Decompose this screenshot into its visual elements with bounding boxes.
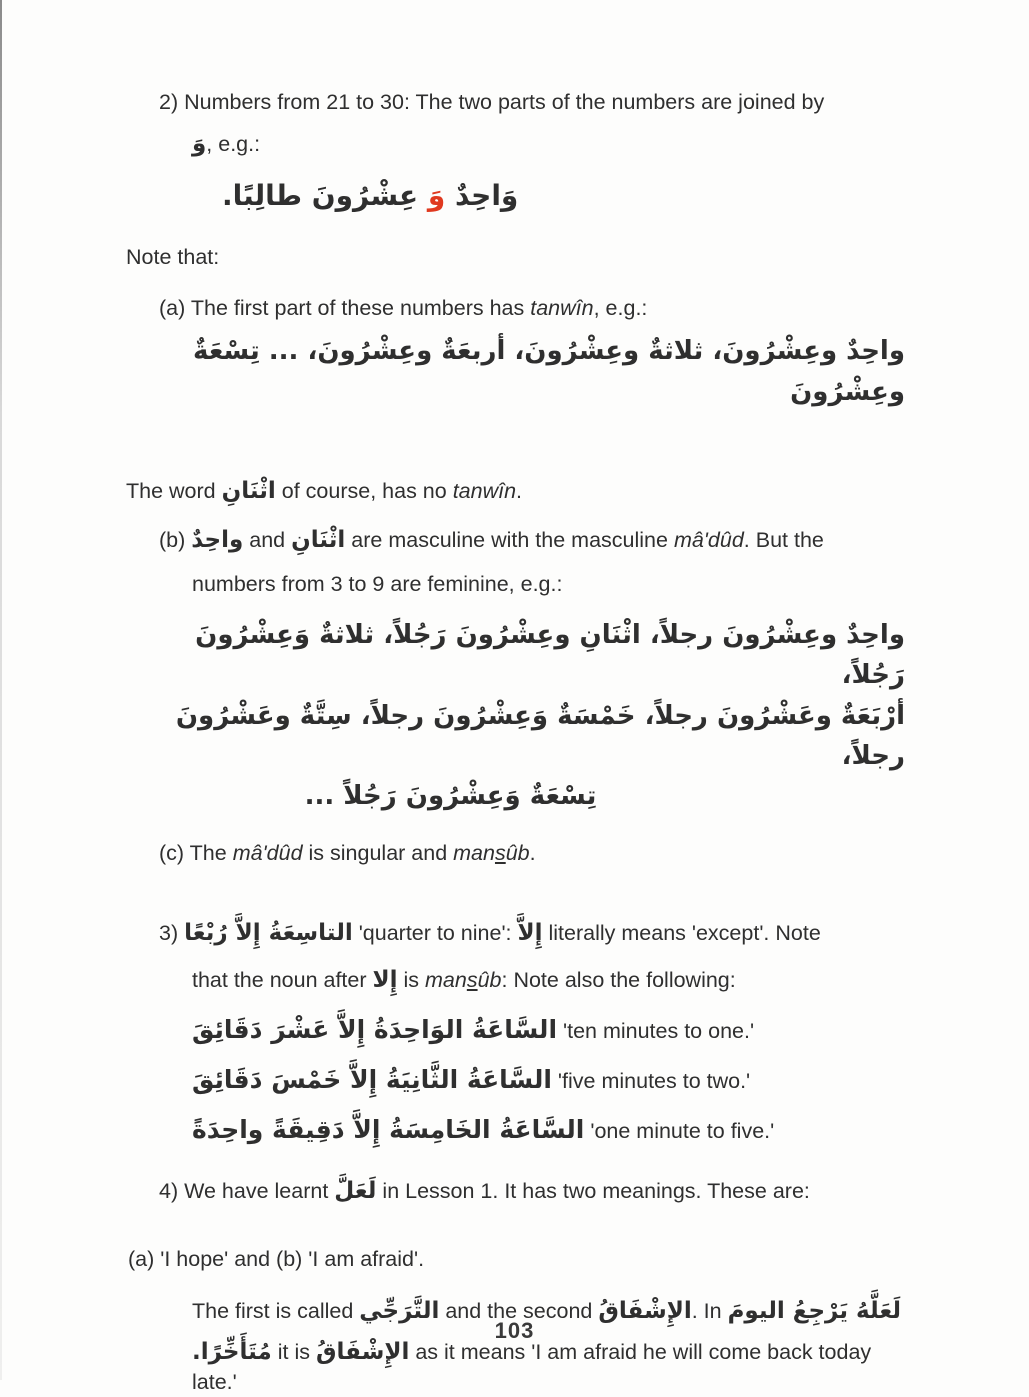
item4-meanings-line: (a) 'I hope' and (b) 'I am afraid'. — [128, 1246, 425, 1271]
page-number: 103 — [494, 1318, 535, 1343]
item4-line: 4) We have learnt لَعَلَّ in Lesson 1. It has two meanings. These are: — [159, 1177, 810, 1204]
time-examples — [192, 1010, 905, 1150]
item2-arabic-example: وَاحِدٌ وَ عِشْرُونَ طالِبًا. — [222, 179, 519, 213]
point-c-line: (c) The mâ'dûd is singular and mansûb. — [159, 840, 536, 865]
scan-edge-artifact — [0, 0, 2, 1380]
point-b-line1: (b) واحِدٌ and اثْنَانِ are masculine with the masculine mâ'dûd. But the — [159, 527, 824, 554]
point-a-line: (a) The first part of these numbers has tanwîn, e.g.: — [159, 296, 648, 321]
point-a-arabic-line: واحِدٌ وعِشْرُونَ، ثلاثةٌ وعِشْرُونَ، أربعَةٌ وعِشْرُونَ، ... تِسْعَةٌ وعِشْرُونَ — [193, 336, 905, 407]
item4-explanation-line2: مُتَأَخِّرًا. it is الإِشْفَاقُ as it means 'I am afraid he will come back today late.' — [192, 1338, 872, 1394]
time-example-1: السَّاعَةُ الوَاحِدَةُ إِلاَّ عَشْرَ دَقَائِقَ 'ten minutes to one.' — [192, 1014, 755, 1044]
item2-heading-line1: 2) Numbers from 21 to 30: The two parts of the numbers are joined by — [159, 90, 825, 114]
point-b-line2: numbers from 3 to 9 are feminine, e.g.: — [192, 572, 563, 597]
item4-explanation-line1: The first is called التَّرَجِّي and the second الإِشْفَاقُ. In لَعَلَّهُ يَرْجِعُ اليومَ — [192, 1297, 901, 1324]
point-b-arabic-line2: أرْبَعَةٌ وعَشْرُونَ رجلاً، خَمْسَةٌ وَعِشْرُونَ رجلاً، سِتَّةٌ وعَشْرُونَ رجلاً، — [175, 700, 905, 772]
point-b-arabic-line1: واحِدٌ وعِشْرُونَ رجلاً، اثْنَانِ وعِشْرُونَ رَجُلاً، ثلاثةٌ وَعِشْرُونَ رَجُلاً، — [195, 620, 905, 691]
point-b-arabic-line3: تِسْعَةٌ وَعِشْرُونَ رَجُلاً ... — [304, 781, 597, 812]
item2-arabic-example-wrap — [126, 174, 905, 217]
point-b-arabic-block — [126, 615, 905, 816]
word-ithnan-line: The word اثْنَانِ of course, has no tanwîn. — [126, 478, 523, 505]
item3-line2: that the noun after إِلا is mansûb: Note also the following: — [192, 966, 736, 993]
item2-heading-line2: وَ, e.g.: — [192, 131, 261, 158]
time-example-2: السَّاعَةُ الثَّانِيَةُ إِلاَّ خَمْسَ دَقَائِقَ 'five minutes to two.' — [192, 1064, 751, 1094]
note-that-label: Note that: — [126, 245, 220, 270]
time-example-3: السَّاعَةُ الخَامِسَةُ إِلاَّ دَقِيقَةً واحِدَةً 'one minute to five.' — [192, 1114, 775, 1144]
item3-line1: 3) التاسِعَةُ إِلاَّ رُبْعًا 'quarter to nine': إِلاَّ literally means 'except'. Note — [159, 919, 821, 946]
